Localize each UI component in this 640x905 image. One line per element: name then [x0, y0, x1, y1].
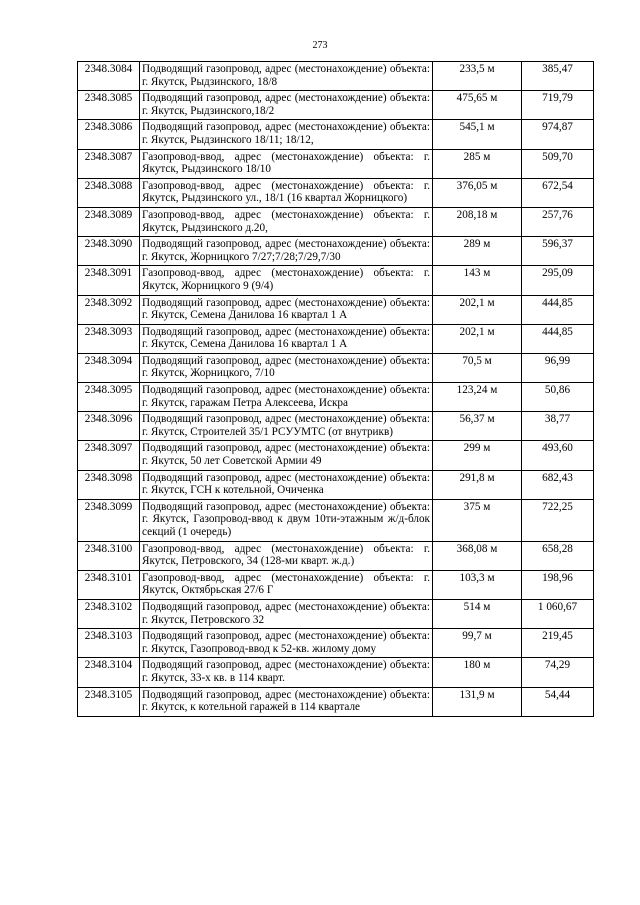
cell-object-description: Газопровод-ввод, адрес (местонахождение) объекта: г. Якутск, Петровского, 34 (128-ми кварт. ж.д.) — [140, 541, 433, 570]
table-row — [78, 383, 594, 412]
cell-inventory-code: 2348.3101 — [78, 570, 140, 599]
cell-object-description: Газопровод-ввод, адрес (местонахождение) объекта: г. Якутск, Рыдзинского 18/10 — [140, 149, 433, 178]
cell-value: 295,09 — [522, 266, 594, 295]
cell-pipeline-length: 545,1 м — [433, 120, 522, 149]
cell-object-description: Подводящий газопровод, адрес (местонахождение) объекта: г. Якутск, Рыдзинского,18/2 — [140, 91, 433, 120]
cell-inventory-code: 2348.3094 — [78, 353, 140, 382]
table-row — [78, 412, 594, 441]
table-row — [78, 441, 594, 470]
cell-pipeline-length: 143 м — [433, 266, 522, 295]
table-row — [78, 570, 594, 599]
cell-pipeline-length: 375 м — [433, 499, 522, 541]
cell-pipeline-length: 131,9 м — [433, 687, 522, 716]
cell-object-description: Газопровод-ввод, адрес (местонахождение) объекта: г. Якутск, Жорницкого 9 (9/4) — [140, 266, 433, 295]
table-row — [78, 62, 594, 91]
cell-pipeline-length: 233,5 м — [433, 62, 522, 91]
cell-value: 682,43 — [522, 470, 594, 499]
table-row — [78, 687, 594, 716]
cell-pipeline-length: 291,8 м — [433, 470, 522, 499]
cell-object-description: Подводящий газопровод, адрес (местонахождение) объекта: г. Якутск, Рыдзинского, 18/8 — [140, 62, 433, 91]
cell-object-description: Газопровод-ввод, адрес (местонахождение) объекта: г. Якутск, Октябрьская 27/6 Г — [140, 570, 433, 599]
asset-registry-table — [77, 61, 594, 717]
cell-object-description: Подводящий газопровод, адрес (местонахождение) объекта: г. Якутск, Жорницкого 7/27;7/28;7/29,7/30 — [140, 237, 433, 266]
cell-value: 719,79 — [522, 91, 594, 120]
cell-inventory-code: 2348.3103 — [78, 629, 140, 658]
cell-inventory-code: 2348.3104 — [78, 658, 140, 687]
registry-table-body — [78, 62, 594, 717]
cell-object-description: Подводящий газопровод, адрес (местонахождение) объекта: г. Якутск, к котельной гаражей в 114 квартале — [140, 687, 433, 716]
table-row — [78, 629, 594, 658]
cell-object-description: Подводящий газопровод, адрес (местонахождение) объекта: г. Якутск, Газопровод-ввод к 52-кв. жилому дому — [140, 629, 433, 658]
cell-value: 722,25 — [522, 499, 594, 541]
cell-value: 444,85 — [522, 324, 594, 353]
table-row — [78, 599, 594, 628]
cell-object-description: Подводящий газопровод, адрес (местонахождение) объекта: г. Якутск, Рыдзинского 18/11; 18/12, — [140, 120, 433, 149]
cell-pipeline-length: 70,5 м — [433, 353, 522, 382]
cell-pipeline-length: 376,05 м — [433, 178, 522, 207]
cell-value: 658,28 — [522, 541, 594, 570]
cell-value: 385,47 — [522, 62, 594, 91]
cell-object-description: Подводящий газопровод, адрес (местонахождение) объекта: г. Якутск, 33-х кв. в 114 кварт. — [140, 658, 433, 687]
cell-inventory-code: 2348.3090 — [78, 237, 140, 266]
cell-object-description: Подводящий газопровод, адрес (местонахождение) объекта: г. Якутск, Строителей 35/1 РСУУМТС (от внутрикв) — [140, 412, 433, 441]
cell-object-description: Подводящий газопровод, адрес (местонахождение) объекта: г. Якутск, 50 лет Советской Армии 49 — [140, 441, 433, 470]
cell-inventory-code: 2348.3084 — [78, 62, 140, 91]
cell-object-description: Подводящий газопровод, адрес (местонахождение) объекта: г. Якутск, Газопровод-ввод к двум 10ти-этажным ж/д-блок секций (1 очередь) — [140, 499, 433, 541]
table-row — [78, 91, 594, 120]
cell-inventory-code: 2348.3100 — [78, 541, 140, 570]
cell-pipeline-length: 103,3 м — [433, 570, 522, 599]
cell-value: 38,77 — [522, 412, 594, 441]
cell-pipeline-length: 285 м — [433, 149, 522, 178]
cell-inventory-code: 2348.3085 — [78, 91, 140, 120]
cell-inventory-code: 2348.3105 — [78, 687, 140, 716]
cell-object-description: Подводящий газопровод, адрес (местонахождение) объекта: г. Якутск, Жорницкого, 7/10 — [140, 353, 433, 382]
table-row — [78, 470, 594, 499]
table-row — [78, 541, 594, 570]
table-row — [78, 353, 594, 382]
cell-object-description: Подводящий газопровод, адрес (местонахождение) объекта: г. Якутск, ГСН к котельной, Очиченка — [140, 470, 433, 499]
cell-pipeline-length: 202,1 м — [433, 295, 522, 324]
cell-inventory-code: 2348.3098 — [78, 470, 140, 499]
table-row — [78, 324, 594, 353]
table-row — [78, 499, 594, 541]
table-row — [78, 266, 594, 295]
table-row — [78, 149, 594, 178]
cell-object-description: Подводящий газопровод, адрес (местонахождение) объекта: г. Якутск, Семена Данилова 16 квартал 1 А — [140, 324, 433, 353]
cell-value: 74,29 — [522, 658, 594, 687]
cell-inventory-code: 2348.3096 — [78, 412, 140, 441]
table-row — [78, 658, 594, 687]
cell-pipeline-length: 123,24 м — [433, 383, 522, 412]
cell-value: 509,70 — [522, 149, 594, 178]
cell-pipeline-length: 202,1 м — [433, 324, 522, 353]
cell-pipeline-length: 475,65 м — [433, 91, 522, 120]
cell-pipeline-length: 514 м — [433, 599, 522, 628]
cell-value: 596,37 — [522, 237, 594, 266]
cell-value: 96,99 — [522, 353, 594, 382]
cell-value: 1 060,67 — [522, 599, 594, 628]
table-row — [78, 207, 594, 236]
cell-inventory-code: 2348.3097 — [78, 441, 140, 470]
cell-object-description: Газопровод-ввод, адрес (местонахождение) объекта: г. Якутск, Рыдзинского ул., 18/1 (16 квартал Жорницкого) — [140, 178, 433, 207]
table-row — [78, 237, 594, 266]
cell-pipeline-length: 289 м — [433, 237, 522, 266]
cell-inventory-code: 2348.3087 — [78, 149, 140, 178]
page-number: 273 — [312, 40, 328, 51]
cell-inventory-code: 2348.3088 — [78, 178, 140, 207]
cell-object-description: Подводящий газопровод, адрес (местонахождение) объекта: г. Якутск, Петровского 32 — [140, 599, 433, 628]
cell-inventory-code: 2348.3092 — [78, 295, 140, 324]
cell-value: 50,86 — [522, 383, 594, 412]
cell-inventory-code: 2348.3095 — [78, 383, 140, 412]
table-row — [78, 295, 594, 324]
cell-value: 219,45 — [522, 629, 594, 658]
cell-value: 54,44 — [522, 687, 594, 716]
cell-pipeline-length: 208,18 м — [433, 207, 522, 236]
cell-inventory-code: 2348.3102 — [78, 599, 140, 628]
cell-pipeline-length: 56,37 м — [433, 412, 522, 441]
cell-inventory-code: 2348.3089 — [78, 207, 140, 236]
cell-value: 974,87 — [522, 120, 594, 149]
cell-pipeline-length: 99,7 м — [433, 629, 522, 658]
cell-value: 444,85 — [522, 295, 594, 324]
cell-value: 198,96 — [522, 570, 594, 599]
cell-pipeline-length: 299 м — [433, 441, 522, 470]
cell-value: 672,54 — [522, 178, 594, 207]
cell-value: 493,60 — [522, 441, 594, 470]
cell-inventory-code: 2348.3086 — [78, 120, 140, 149]
cell-object-description: Газопровод-ввод, адрес (местонахождение) объекта: г. Якутск, Рыдзинского д.20, — [140, 207, 433, 236]
cell-object-description: Подводящий газопровод, адрес (местонахождение) объекта: г. Якутск, Семена Данилова 16 квартал 1 А — [140, 295, 433, 324]
cell-inventory-code: 2348.3093 — [78, 324, 140, 353]
cell-inventory-code: 2348.3091 — [78, 266, 140, 295]
cell-pipeline-length: 368,08 м — [433, 541, 522, 570]
cell-inventory-code: 2348.3099 — [78, 499, 140, 541]
cell-value: 257,76 — [522, 207, 594, 236]
cell-object-description: Подводящий газопровод, адрес (местонахождение) объекта: г. Якутск, гаражам Петра Алексеева, Искра — [140, 383, 433, 412]
table-row — [78, 178, 594, 207]
table-row — [78, 120, 594, 149]
cell-pipeline-length: 180 м — [433, 658, 522, 687]
